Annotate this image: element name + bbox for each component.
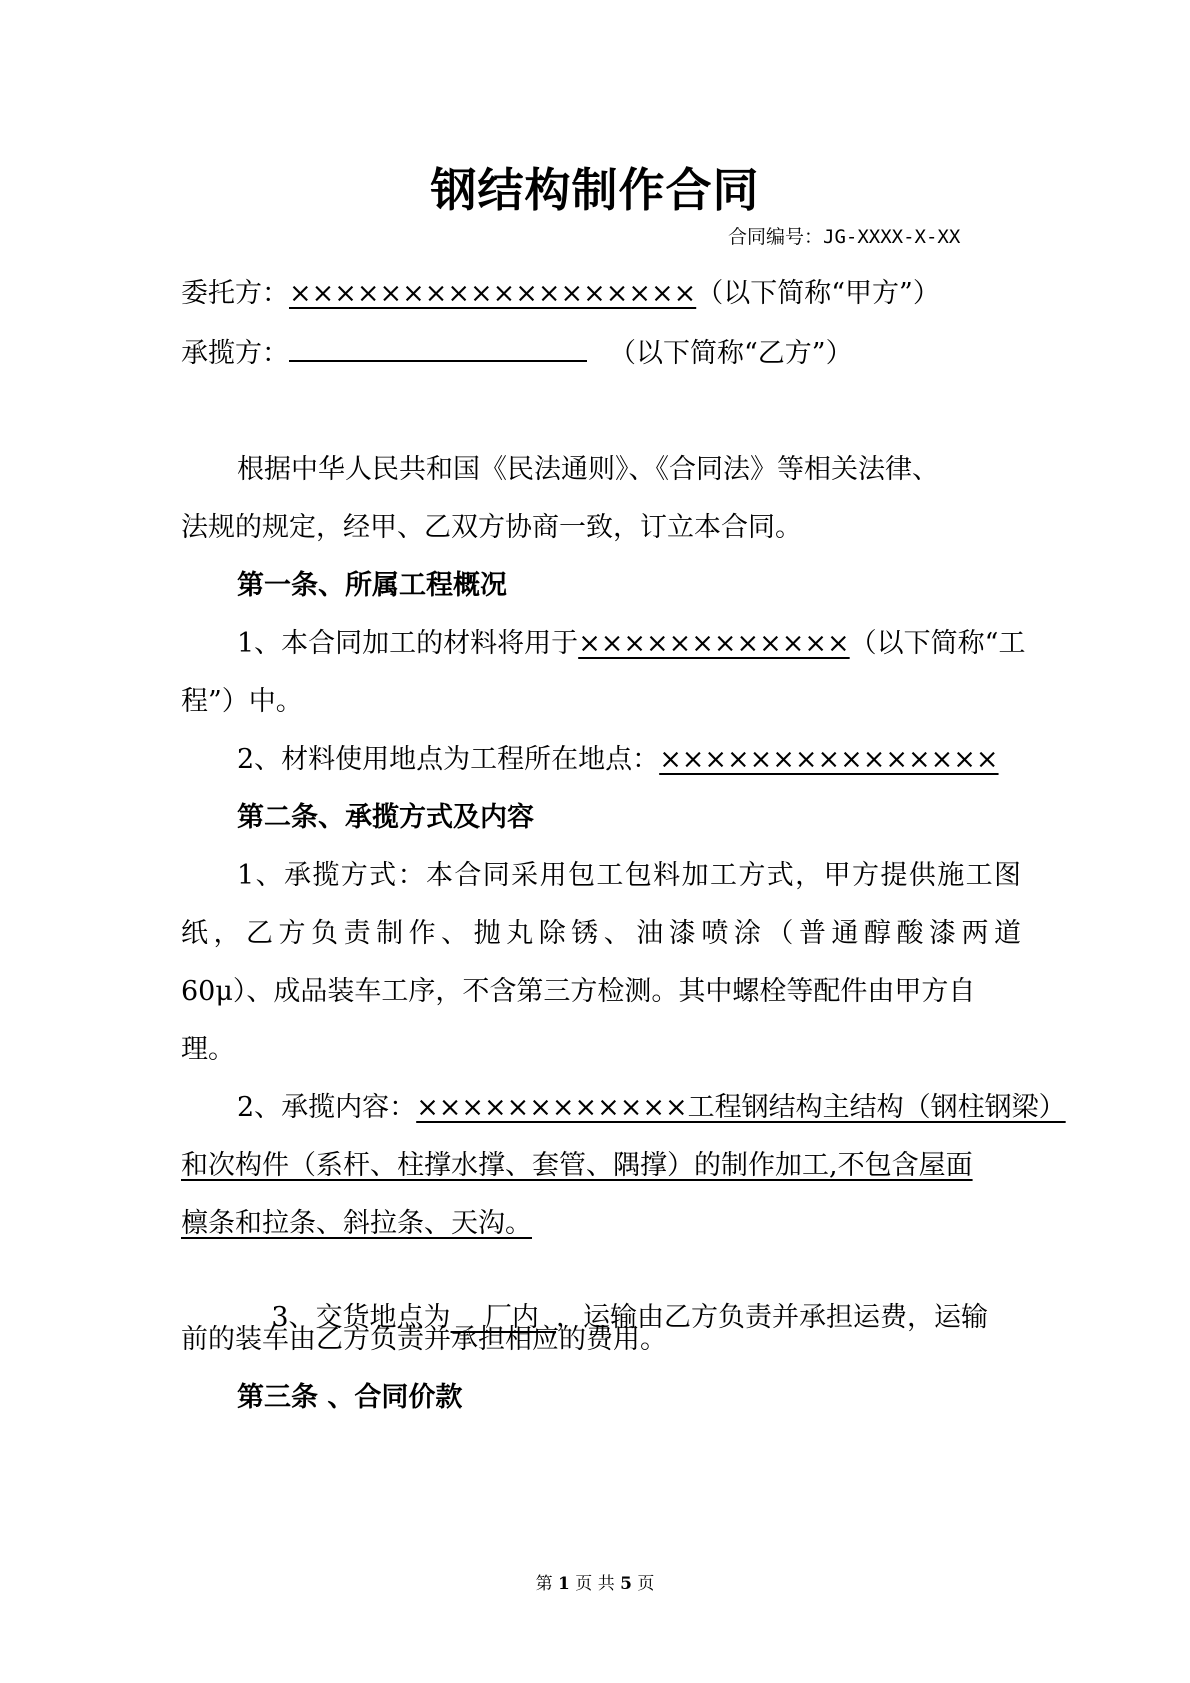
article2-item3-value: 厂内 (450, 1302, 557, 1333)
client-label: 委托方： (181, 278, 289, 309)
article2-item1-line4: 理。 (181, 1034, 235, 1065)
article3-heading: 第三条 、合同价款 (237, 1382, 463, 1413)
article1-item1-line2: 程”）中。 (181, 686, 303, 717)
article2-item3-line2: 前的装车由乙方负责并承担相应的费用。 (181, 1324, 667, 1355)
contract-number-value: JG-XXXX-X-XX (823, 226, 961, 248)
article1-item2 (237, 742, 1021, 778)
contractor-label: 承揽方： (181, 338, 289, 369)
page-footer (0, 1572, 1190, 1596)
article1-heading: 第一条、所属工程概况 (237, 570, 507, 601)
article2-item2-line2: 和次构件（系杆、柱撑水撑、套管、隅撑）的制作加工,不包含屋面 (181, 1150, 973, 1181)
article1-item2-prefix: 2、材料使用地点为工程所在地点： (237, 744, 660, 775)
document-title: 钢结构制作合同 (430, 163, 760, 217)
footer-label-1: 第 (535, 1574, 559, 1594)
client-line (181, 276, 1021, 312)
article1-item1-suffix: （以下简称“工 (849, 628, 1026, 659)
footer-page-total: 5 (620, 1574, 632, 1594)
contractor-blank (289, 334, 587, 362)
contract-number (728, 224, 960, 250)
article2-item3-prefix: 3、交货地点为 (271, 1302, 451, 1333)
article2-item1-line3: 60μ）、成品装车工序，不含第三方检测。其中螺栓等配件由甲方自 (181, 976, 976, 1007)
article2-item1-line2: 纸，乙方负责制作、抛丸除锈、油漆喷涂（普通醇酸漆两道 (181, 918, 1021, 949)
contractor-line (181, 334, 1021, 372)
article2-heading: 第二条、承揽方式及内容 (237, 802, 534, 833)
article1-item1-value: ×××××××××××× (578, 628, 850, 659)
client-suffix: （以下简称“甲方”） (696, 278, 940, 309)
article2-item2-line3: 檩条和拉条、斜拉条、天沟。 (181, 1208, 532, 1239)
footer-page-current: 1 (558, 1574, 570, 1594)
footer-label-2: 页 共 (569, 1574, 621, 1594)
article2-item1-line1: 1、承揽方式：本合同采用包工包料加工方式，甲方提供施工图 (237, 860, 1021, 891)
contractor-suffix: （以下简称“乙方”） (609, 338, 853, 369)
article1-item1-prefix: 1、本合同加工的材料将用于 (237, 628, 579, 659)
contract-number-label: 合同编号： (728, 226, 824, 248)
article1-item2-value: ××××××××××××××× (659, 744, 999, 775)
article2-item2-line3-wrap (181, 1206, 1021, 1242)
client-value: ×××××××××××××××××× (289, 278, 697, 309)
intro-line-1: 根据中华人民共和国《民法通则》、《合同法》等相关法律、 (237, 454, 939, 485)
footer-label-3: 页 (631, 1574, 655, 1594)
article2-item2-line2-wrap (181, 1148, 1021, 1184)
article1-item1 (237, 626, 1026, 662)
article2-item2-line1: ××××××××××××工程钢结构主结构（钢柱钢梁） (416, 1092, 1066, 1123)
intro-line-2: 法规的规定，经甲、乙双方协商一致，订立本合同。 (181, 512, 802, 543)
article2-item2 (237, 1090, 1066, 1126)
article2-item2-prefix: 2、承揽内容： (237, 1092, 417, 1123)
article2-item3-suffix: ，运输由乙方负责并承担运费，运输 (556, 1302, 989, 1333)
